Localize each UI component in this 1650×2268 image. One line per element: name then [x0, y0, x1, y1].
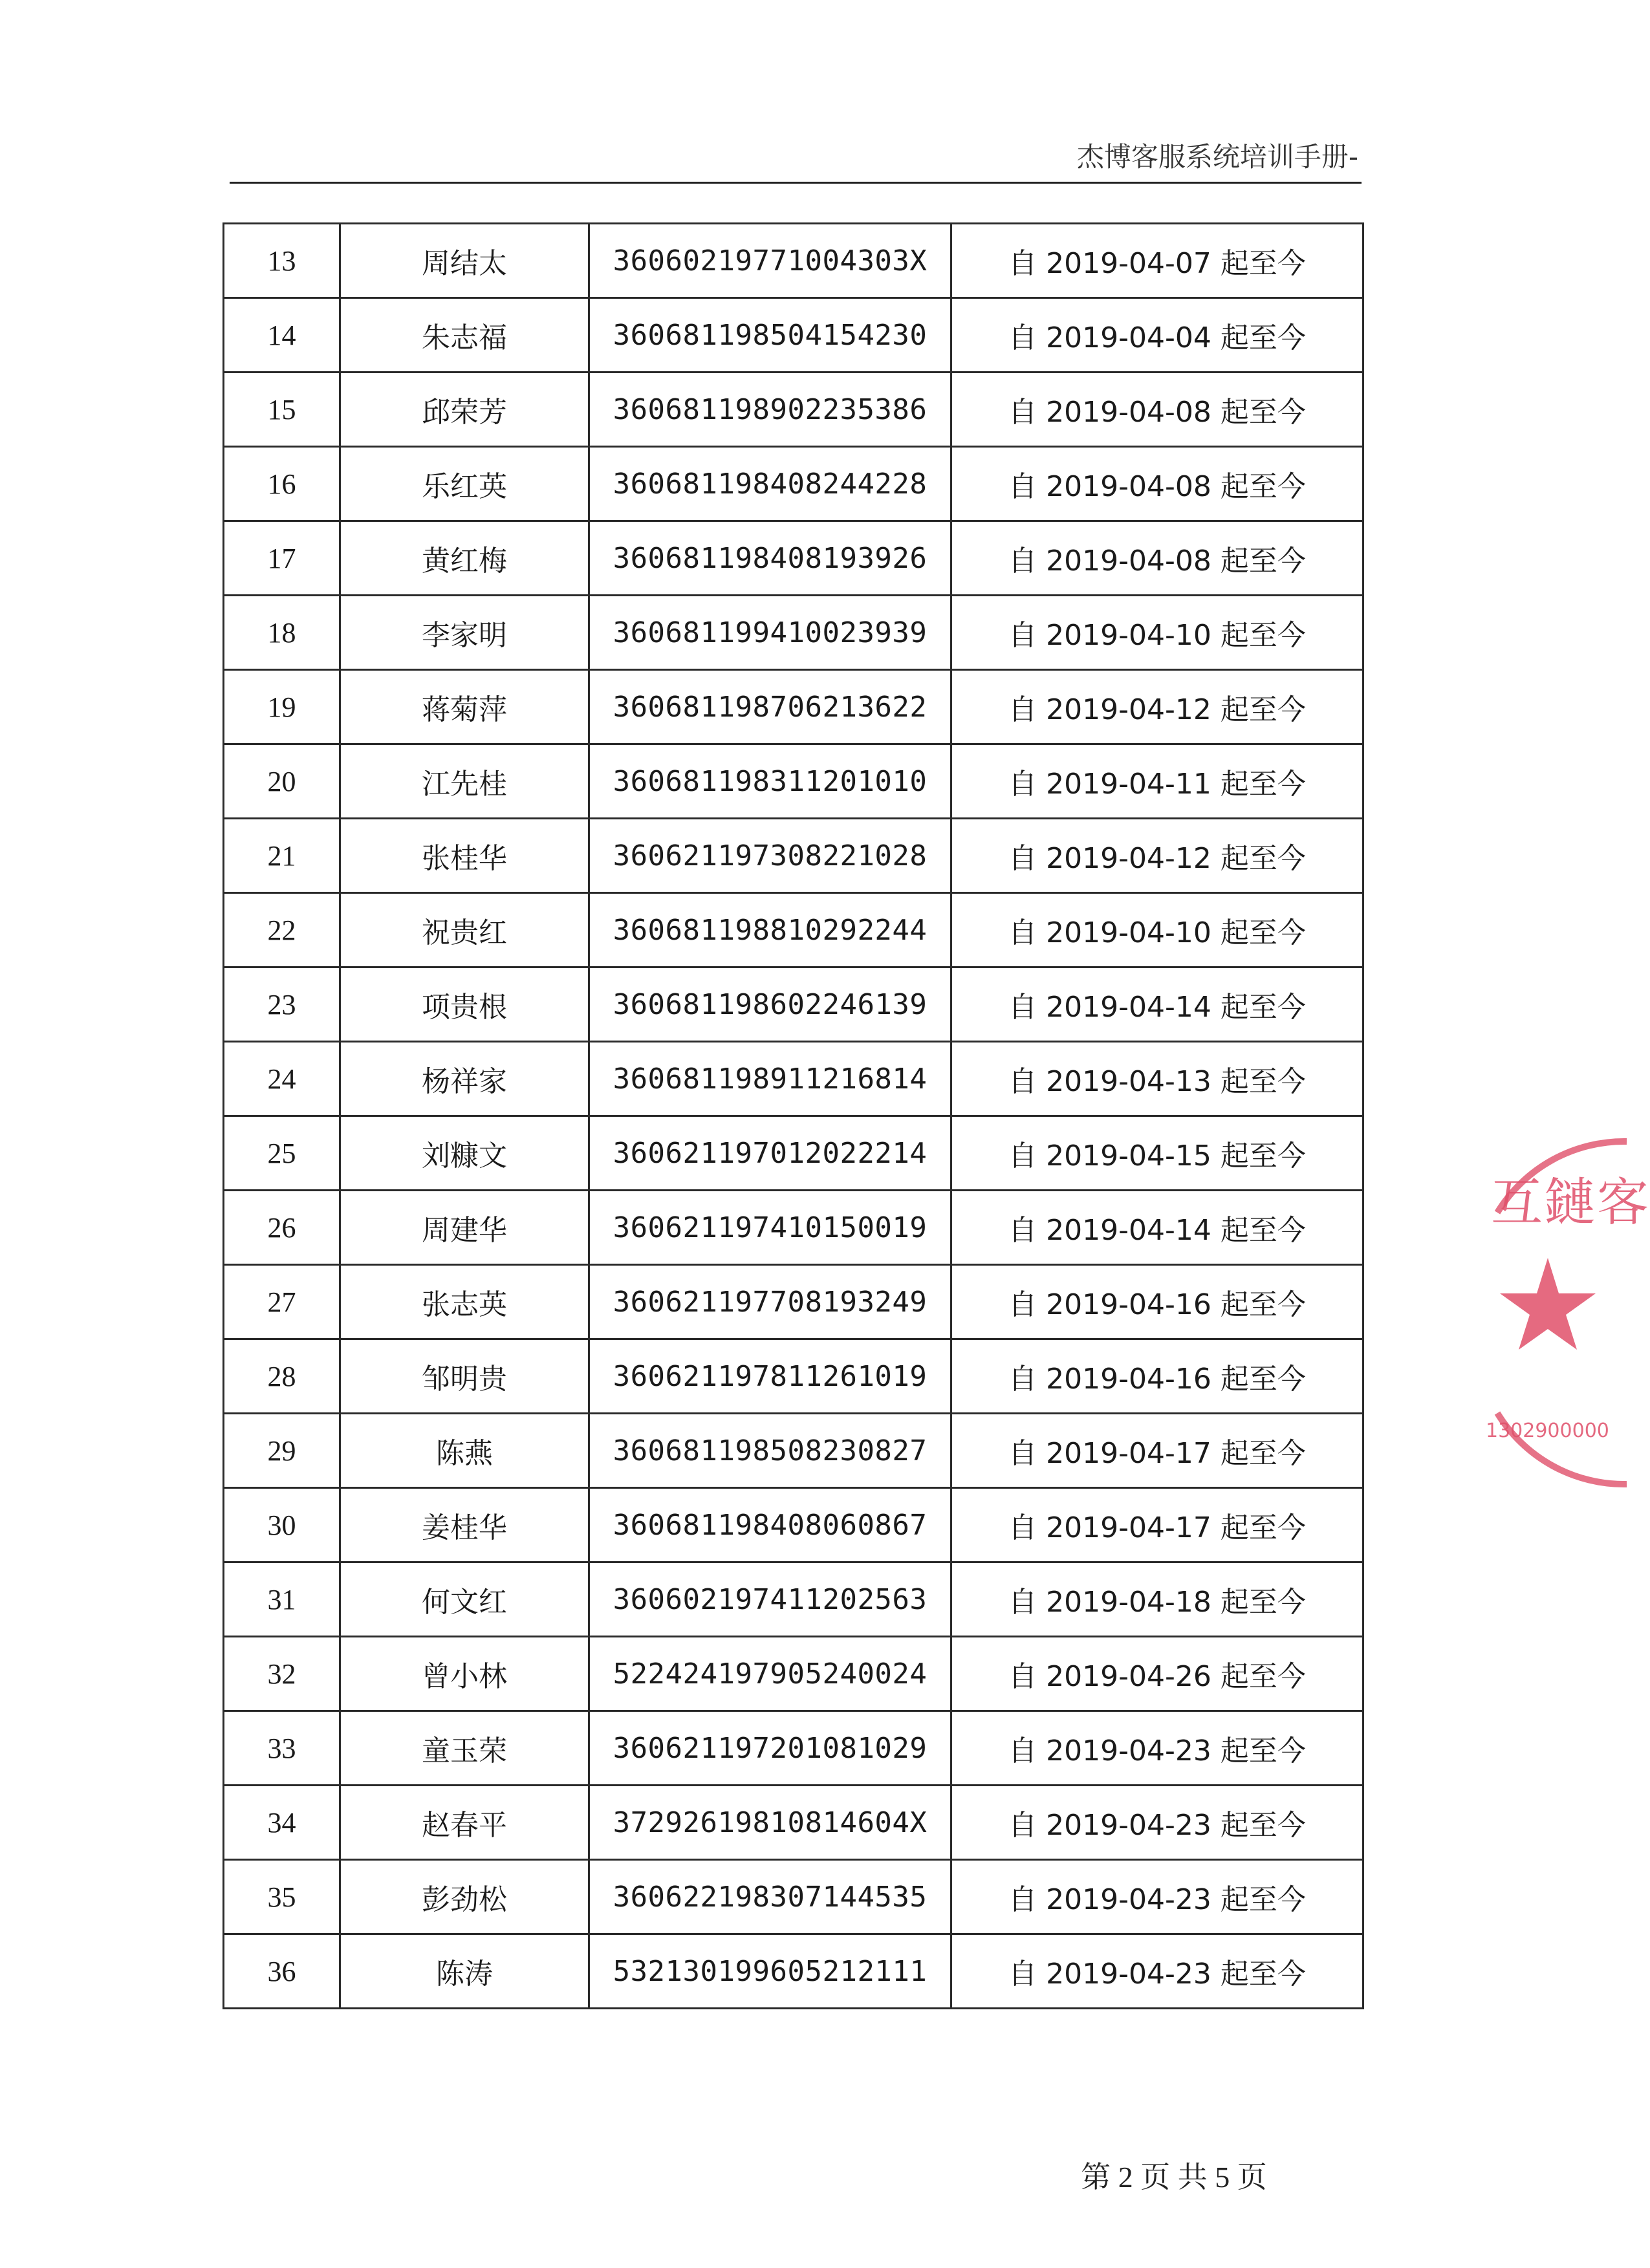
row-id-number: 360681198311201010 [589, 744, 951, 819]
row-number: 13 [224, 224, 340, 298]
row-number: 27 [224, 1265, 340, 1339]
table-row [224, 1711, 1363, 1786]
row-number: 17 [224, 521, 340, 596]
row-number: 33 [224, 1711, 340, 1786]
row-period: 自 2019-04-08 起至今 [951, 447, 1363, 521]
table-row [224, 1265, 1363, 1339]
table-row [224, 1339, 1363, 1414]
row-name: 邱荣芳 [340, 373, 589, 447]
row-number: 30 [224, 1488, 340, 1562]
row-id-number: 360681198911216814 [589, 1042, 951, 1116]
row-number: 35 [224, 1860, 340, 1934]
header-title: 杰博客服系统培训手册- [1076, 141, 1358, 173]
row-id-number: 36060219771004303X [589, 224, 951, 298]
table-row [224, 670, 1363, 744]
row-period: 自 2019-04-23 起至今 [951, 1934, 1363, 2009]
row-name: 张桂华 [340, 819, 589, 893]
row-name: 曾小林 [340, 1637, 589, 1711]
row-id-number: 360602197411202563 [589, 1562, 951, 1637]
row-id-number: 360621197708193249 [589, 1265, 951, 1339]
table-row [224, 1860, 1363, 1934]
row-period: 自 2019-04-14 起至今 [951, 1191, 1363, 1265]
row-id-number: 360681198602246139 [589, 967, 951, 1042]
row-id-number: 360621197410150019 [589, 1191, 951, 1265]
row-name: 赵春平 [340, 1786, 589, 1860]
row-id-number: 522424197905240024 [589, 1637, 951, 1711]
row-name: 周建华 [340, 1191, 589, 1265]
row-period: 自 2019-04-10 起至今 [951, 596, 1363, 670]
row-period: 自 2019-04-13 起至今 [951, 1042, 1363, 1116]
row-period: 自 2019-04-08 起至今 [951, 521, 1363, 596]
table-row [224, 1934, 1363, 2009]
row-number: 16 [224, 447, 340, 521]
roster-table [223, 222, 1364, 2009]
row-period: 自 2019-04-12 起至今 [951, 819, 1363, 893]
row-period: 自 2019-04-16 起至今 [951, 1265, 1363, 1339]
row-id-number: 360681198408193926 [589, 521, 951, 596]
row-id-number: 360621197201081029 [589, 1711, 951, 1786]
row-period: 自 2019-04-11 起至今 [951, 744, 1363, 819]
seal-number: 1302900000 [1486, 1420, 1609, 1442]
row-id-number: 360622198307144535 [589, 1860, 951, 1934]
row-number: 22 [224, 893, 340, 967]
row-period: 自 2019-04-04 起至今 [951, 298, 1363, 373]
row-number: 36 [224, 1934, 340, 2009]
table-row [224, 1637, 1363, 1711]
row-name: 杨祥家 [340, 1042, 589, 1116]
row-name: 彭劲松 [340, 1860, 589, 1934]
row-id-number: 360621197012022214 [589, 1116, 951, 1191]
row-number: 14 [224, 298, 340, 373]
row-number: 26 [224, 1191, 340, 1265]
row-period: 自 2019-04-16 起至今 [951, 1339, 1363, 1414]
row-period: 自 2019-04-15 起至今 [951, 1116, 1363, 1191]
row-id-number: 360681198902235386 [589, 373, 951, 447]
row-period: 自 2019-04-08 起至今 [951, 373, 1363, 447]
row-period: 自 2019-04-14 起至今 [951, 967, 1363, 1042]
row-id-number: 37292619810814604X [589, 1786, 951, 1860]
table-row [224, 1191, 1363, 1265]
row-name: 李家明 [340, 596, 589, 670]
table-row [224, 1488, 1363, 1562]
seal-text: 互鏈客 [1491, 1172, 1650, 1233]
table-row [224, 744, 1363, 819]
row-name: 姜桂华 [340, 1488, 589, 1562]
row-number: 32 [224, 1637, 340, 1711]
row-id-number: 360621197308221028 [589, 819, 951, 893]
table-row [224, 596, 1363, 670]
row-period: 自 2019-04-10 起至今 [951, 893, 1363, 967]
row-name: 刘糠文 [340, 1116, 589, 1191]
header-rule [230, 182, 1362, 184]
row-name: 项贵根 [340, 967, 589, 1042]
table-row [224, 1786, 1363, 1860]
table-row [224, 1116, 1363, 1191]
table-row [224, 967, 1363, 1042]
table-row [224, 1042, 1363, 1116]
row-id-number: 360681198504154230 [589, 298, 951, 373]
row-number: 28 [224, 1339, 340, 1414]
table-row [224, 1562, 1363, 1637]
row-name: 邹明贵 [340, 1339, 589, 1414]
row-name: 张志英 [340, 1265, 589, 1339]
row-id-number: 532130199605212111 [589, 1934, 951, 2009]
row-id-number: 360681199410023939 [589, 596, 951, 670]
row-number: 19 [224, 670, 340, 744]
row-id-number: 360681198810292244 [589, 893, 951, 967]
row-id-number: 360621197811261019 [589, 1339, 951, 1414]
row-name: 童玉荣 [340, 1711, 589, 1786]
table-row [224, 373, 1363, 447]
row-number: 20 [224, 744, 340, 819]
table-row [224, 893, 1363, 967]
table-row [224, 1414, 1363, 1488]
row-name: 祝贵红 [340, 893, 589, 967]
row-name: 江先桂 [340, 744, 589, 819]
row-period: 自 2019-04-23 起至今 [951, 1711, 1363, 1786]
row-name: 何文红 [340, 1562, 589, 1637]
row-period: 自 2019-04-18 起至今 [951, 1562, 1363, 1637]
row-id-number: 360681198408244228 [589, 447, 951, 521]
row-number: 15 [224, 373, 340, 447]
row-number: 21 [224, 819, 340, 893]
row-period: 自 2019-04-26 起至今 [951, 1637, 1363, 1711]
row-name: 陈燕 [340, 1414, 589, 1488]
row-name: 周结太 [340, 224, 589, 298]
table-row [224, 447, 1363, 521]
row-period: 自 2019-04-17 起至今 [951, 1488, 1363, 1562]
row-name: 蒋菊萍 [340, 670, 589, 744]
row-number: 24 [224, 1042, 340, 1116]
row-number: 18 [224, 596, 340, 670]
row-name: 朱志福 [340, 298, 589, 373]
row-id-number: 360681198706213622 [589, 670, 951, 744]
row-number: 31 [224, 1562, 340, 1637]
row-number: 25 [224, 1116, 340, 1191]
row-period: 自 2019-04-12 起至今 [951, 670, 1363, 744]
table-row [224, 298, 1363, 373]
row-name: 黄红梅 [340, 521, 589, 596]
row-id-number: 360681198408060867 [589, 1488, 951, 1562]
row-number: 23 [224, 967, 340, 1042]
company-seal [1471, 1135, 1650, 1497]
table-row [224, 224, 1363, 298]
row-name: 陈涛 [340, 1934, 589, 2009]
row-period: 自 2019-04-23 起至今 [951, 1786, 1363, 1860]
row-period: 自 2019-04-17 起至今 [951, 1414, 1363, 1488]
row-period: 自 2019-04-23 起至今 [951, 1860, 1363, 1934]
table-row [224, 819, 1363, 893]
roster-body [224, 224, 1363, 2009]
row-number: 34 [224, 1786, 340, 1860]
row-name: 乐红英 [340, 447, 589, 521]
table-row [224, 521, 1363, 596]
page-number: 第 2 页 共 5 页 [1081, 2161, 1267, 2194]
row-number: 29 [224, 1414, 340, 1488]
row-period: 自 2019-04-07 起至今 [951, 224, 1363, 298]
row-id-number: 360681198508230827 [589, 1414, 951, 1488]
